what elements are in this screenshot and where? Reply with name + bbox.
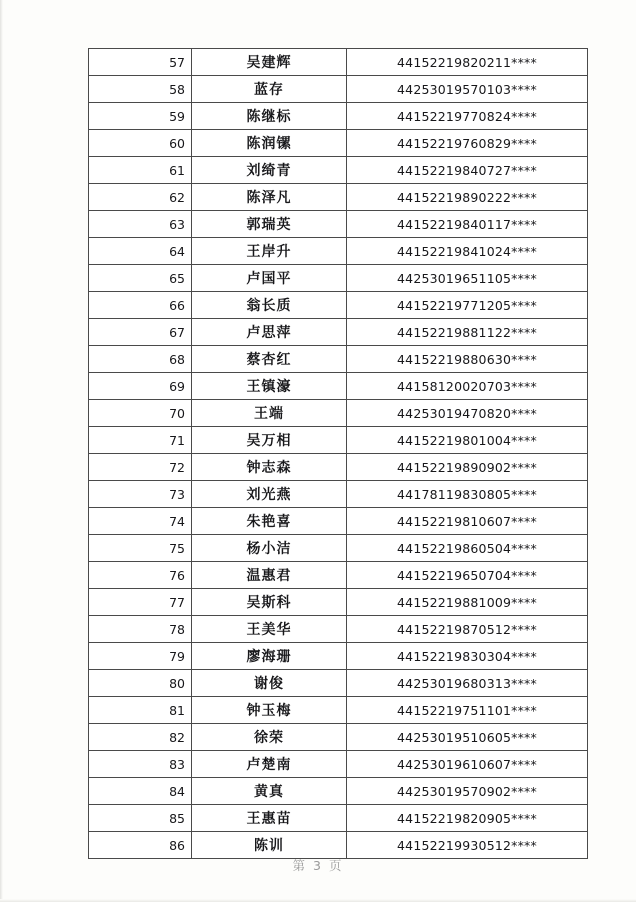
table-row bbox=[89, 481, 588, 508]
table-row bbox=[89, 103, 588, 130]
row-id-cell: 44152219890902**** bbox=[347, 454, 588, 481]
table-row bbox=[89, 373, 588, 400]
table-row bbox=[89, 805, 588, 832]
row-index-cell: 66 bbox=[89, 292, 192, 319]
table-row bbox=[89, 319, 588, 346]
table-row bbox=[89, 535, 588, 562]
table-row bbox=[89, 130, 588, 157]
row-index-cell: 68 bbox=[89, 346, 192, 373]
row-name-cell: 钟玉梅 bbox=[192, 697, 347, 724]
row-id-cell: 44152219840117**** bbox=[347, 211, 588, 238]
row-index-cell: 77 bbox=[89, 589, 192, 616]
row-name-cell: 陈润镙 bbox=[192, 130, 347, 157]
row-name-cell: 王惠苗 bbox=[192, 805, 347, 832]
row-index-cell: 85 bbox=[89, 805, 192, 832]
row-name-cell: 蓝存 bbox=[192, 76, 347, 103]
row-index-cell: 69 bbox=[89, 373, 192, 400]
table-row bbox=[89, 238, 588, 265]
row-id-cell: 44253019510605**** bbox=[347, 724, 588, 751]
table-row bbox=[89, 562, 588, 589]
row-index-cell: 76 bbox=[89, 562, 192, 589]
row-index-cell: 78 bbox=[89, 616, 192, 643]
table-row bbox=[89, 400, 588, 427]
row-name-cell: 卢国平 bbox=[192, 265, 347, 292]
row-id-cell: 44253019470820**** bbox=[347, 400, 588, 427]
row-id-cell: 44152219870512**** bbox=[347, 616, 588, 643]
row-index-cell: 64 bbox=[89, 238, 192, 265]
table-row bbox=[89, 427, 588, 454]
row-name-cell: 温惠君 bbox=[192, 562, 347, 589]
row-name-cell: 郭瑞英 bbox=[192, 211, 347, 238]
table-row bbox=[89, 76, 588, 103]
row-id-cell: 44178119830805**** bbox=[347, 481, 588, 508]
row-name-cell: 陈继标 bbox=[192, 103, 347, 130]
row-name-cell: 刘光燕 bbox=[192, 481, 347, 508]
row-index-cell: 71 bbox=[89, 427, 192, 454]
row-name-cell: 卢思萍 bbox=[192, 319, 347, 346]
row-index-cell: 80 bbox=[89, 670, 192, 697]
row-id-cell: 44152219820905**** bbox=[347, 805, 588, 832]
row-name-cell: 吴斯科 bbox=[192, 589, 347, 616]
row-index-cell: 82 bbox=[89, 724, 192, 751]
row-index-cell: 84 bbox=[89, 778, 192, 805]
row-id-cell: 44158120020703**** bbox=[347, 373, 588, 400]
table-row bbox=[89, 265, 588, 292]
row-index-cell: 62 bbox=[89, 184, 192, 211]
row-id-cell: 44152219760829**** bbox=[347, 130, 588, 157]
table-row bbox=[89, 832, 588, 859]
row-index-cell: 60 bbox=[89, 130, 192, 157]
row-index-cell: 81 bbox=[89, 697, 192, 724]
row-name-cell: 吴建辉 bbox=[192, 49, 347, 76]
row-id-cell: 44152219840727**** bbox=[347, 157, 588, 184]
row-id-cell: 44253019570103**** bbox=[347, 76, 588, 103]
row-id-cell: 44152219930512**** bbox=[347, 832, 588, 859]
row-index-cell: 58 bbox=[89, 76, 192, 103]
row-id-cell: 44152219890222**** bbox=[347, 184, 588, 211]
table-row bbox=[89, 697, 588, 724]
row-name-cell: 吴万相 bbox=[192, 427, 347, 454]
row-name-cell: 黄真 bbox=[192, 778, 347, 805]
row-name-cell: 翁长质 bbox=[192, 292, 347, 319]
row-id-cell: 44152219770824**** bbox=[347, 103, 588, 130]
row-index-cell: 67 bbox=[89, 319, 192, 346]
table-row bbox=[89, 292, 588, 319]
row-index-cell: 86 bbox=[89, 832, 192, 859]
row-id-cell: 44152219881009**** bbox=[347, 589, 588, 616]
row-id-cell: 44152219860504**** bbox=[347, 535, 588, 562]
row-id-cell: 44152219801004**** bbox=[347, 427, 588, 454]
row-name-cell: 徐荣 bbox=[192, 724, 347, 751]
row-name-cell: 朱艳喜 bbox=[192, 508, 347, 535]
table-row bbox=[89, 346, 588, 373]
row-name-cell: 王岸升 bbox=[192, 238, 347, 265]
row-name-cell: 廖海珊 bbox=[192, 643, 347, 670]
row-index-cell: 63 bbox=[89, 211, 192, 238]
row-index-cell: 57 bbox=[89, 49, 192, 76]
row-id-cell: 44253019610607**** bbox=[347, 751, 588, 778]
row-id-cell: 44152219751101**** bbox=[347, 697, 588, 724]
table-row bbox=[89, 778, 588, 805]
row-name-cell: 陈训 bbox=[192, 832, 347, 859]
row-index-cell: 72 bbox=[89, 454, 192, 481]
row-name-cell: 蔡杏红 bbox=[192, 346, 347, 373]
row-name-cell: 王端 bbox=[192, 400, 347, 427]
roster-table bbox=[88, 48, 588, 859]
row-id-cell: 44253019651105**** bbox=[347, 265, 588, 292]
row-name-cell: 钟志森 bbox=[192, 454, 347, 481]
row-id-cell: 44152219880630**** bbox=[347, 346, 588, 373]
table-row bbox=[89, 184, 588, 211]
row-id-cell: 44152219830304**** bbox=[347, 643, 588, 670]
table-row bbox=[89, 589, 588, 616]
row-id-cell: 44152219810607**** bbox=[347, 508, 588, 535]
row-id-cell: 44253019570902**** bbox=[347, 778, 588, 805]
page-footer-label: 第 3 页 bbox=[292, 858, 344, 873]
row-id-cell: 44152219650704**** bbox=[347, 562, 588, 589]
row-name-cell: 陈泽凡 bbox=[192, 184, 347, 211]
row-index-cell: 74 bbox=[89, 508, 192, 535]
table-row bbox=[89, 508, 588, 535]
row-name-cell: 刘绮青 bbox=[192, 157, 347, 184]
row-index-cell: 73 bbox=[89, 481, 192, 508]
table-row bbox=[89, 157, 588, 184]
row-id-cell: 44152219841024**** bbox=[347, 238, 588, 265]
row-id-cell: 44152219881122**** bbox=[347, 319, 588, 346]
row-name-cell: 王镇濠 bbox=[192, 373, 347, 400]
row-id-cell: 44152219820211**** bbox=[347, 49, 588, 76]
row-name-cell: 卢楚南 bbox=[192, 751, 347, 778]
row-index-cell: 70 bbox=[89, 400, 192, 427]
table-row bbox=[89, 643, 588, 670]
row-name-cell: 谢俊 bbox=[192, 670, 347, 697]
table-row bbox=[89, 616, 588, 643]
row-index-cell: 75 bbox=[89, 535, 192, 562]
row-name-cell: 王美华 bbox=[192, 616, 347, 643]
table-row bbox=[89, 670, 588, 697]
table-row bbox=[89, 751, 588, 778]
row-index-cell: 65 bbox=[89, 265, 192, 292]
row-id-cell: 44253019680313**** bbox=[347, 670, 588, 697]
table-row bbox=[89, 49, 588, 76]
row-index-cell: 83 bbox=[89, 751, 192, 778]
row-index-cell: 79 bbox=[89, 643, 192, 670]
row-index-cell: 59 bbox=[89, 103, 192, 130]
table-row bbox=[89, 454, 588, 481]
row-index-cell: 61 bbox=[89, 157, 192, 184]
table-row bbox=[89, 211, 588, 238]
row-name-cell: 杨小洁 bbox=[192, 535, 347, 562]
table-row bbox=[89, 724, 588, 751]
row-id-cell: 44152219771205**** bbox=[347, 292, 588, 319]
